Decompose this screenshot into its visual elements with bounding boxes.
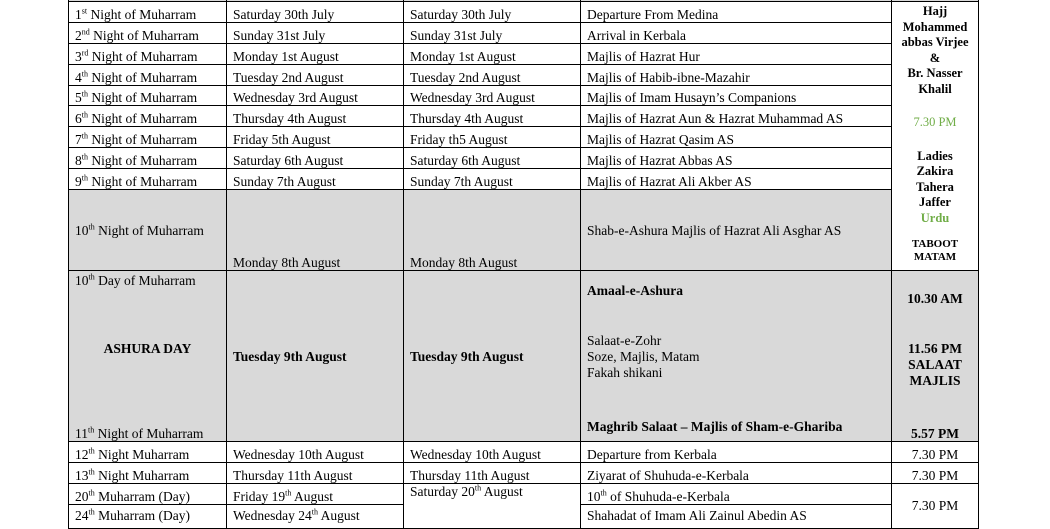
- schedule-table: [68, 0, 979, 529]
- event-cell: Ziyarat of Shuhuda-e-Kerbala: [581, 462, 892, 483]
- islamic-date-cell: 5th Night of Muharram: [69, 85, 227, 106]
- arrival-date-cell: Friday th5 August: [404, 127, 581, 148]
- table-row: [69, 483, 979, 504]
- event-cell: Majlis of Hazrat Aun & Hazrat Muhammad AS: [581, 106, 892, 127]
- table-row: [69, 43, 979, 64]
- table-row: [69, 64, 979, 85]
- islamic-date-cell: 9th Night of Muharram: [69, 169, 227, 190]
- event-cell: 10th of Shuhuda-e-Kerbala: [581, 483, 892, 504]
- islamic-date-cell: 8th Night of Muharram: [69, 148, 227, 169]
- arrival-date-cell: Tuesday 2nd August: [404, 64, 581, 85]
- ashura-time-cell: 10.30 AM 11.56 PM SALAAT MAJLIS 5.57 PM: [892, 271, 979, 442]
- islamic-date-cell: 1st Night of Muharram: [69, 2, 227, 23]
- islamic-date-cell: 10th Night of Muharram: [69, 190, 227, 271]
- arrival-date-cell: Thursday 11th August: [404, 462, 581, 483]
- table-row-tenth-night: [69, 190, 979, 271]
- table-row-ashura: [69, 271, 979, 442]
- arrival-date-cell: Wednesday 10th August: [227, 442, 404, 463]
- arrival-date-cell: Sunday 31st July: [404, 22, 581, 43]
- arrival-date-cell: Saturday 6th August: [404, 148, 581, 169]
- event-cell: Majlis of Habib-ibne-Mazahir: [581, 64, 892, 85]
- arrival-date-cell: Saturday 6th August: [227, 148, 404, 169]
- arrival-date-cell: Wednesday 24th August: [227, 504, 404, 528]
- arrival-date-cell: Tuesday 9th August: [404, 271, 581, 442]
- arrival-date-cell: Friday 5th August: [227, 127, 404, 148]
- arrival-date-cell: Thursday 4th August: [227, 106, 404, 127]
- islamic-date-cell: 7th Night of Muharram: [69, 127, 227, 148]
- islamic-date-cell: 13th Night Muharram: [69, 462, 227, 483]
- event-cell: Majlis of Hazrat Abbas AS: [581, 148, 892, 169]
- table-row: [69, 462, 979, 483]
- table-row: [69, 106, 979, 127]
- arrival-date-cell: Sunday 7th August: [227, 169, 404, 190]
- event-cell: Majlis of Imam Husayn’s Companions: [581, 85, 892, 106]
- table-row: [69, 85, 979, 106]
- arrival-date-cell: Wednesday 3rd August: [404, 85, 581, 106]
- arrival-date-cell: Monday 8th August: [404, 190, 581, 271]
- arrival-date-cell: Monday 8th August: [227, 190, 404, 271]
- ashura-day-title: ASHURA DAY: [103, 341, 192, 357]
- arrival-date-cell: Sunday 7th August: [404, 169, 581, 190]
- event-cell: Arrival in Kerbala: [581, 22, 892, 43]
- islamic-date-cell: 4th Night of Muharram: [69, 64, 227, 85]
- arrival-date-cell: Sunday 31st July: [227, 22, 404, 43]
- event-cell: Majlis of Hazrat Hur: [581, 43, 892, 64]
- table-row: [69, 442, 979, 463]
- arrival-date-cell: Saturday 20th August: [404, 483, 581, 528]
- table-row: [69, 148, 979, 169]
- arrival-date-cell: Wednesday 3rd August: [227, 85, 404, 106]
- arrival-date-cell: Thursday 4th August: [404, 106, 581, 127]
- arrival-date-cell: Monday 1st August: [227, 43, 404, 64]
- ashura-date-cell: 10th Day of Muharram ASHURA DAY 11th Night of Muharram: [69, 271, 227, 442]
- arrival-date-cell: Thursday 11th August: [227, 462, 404, 483]
- table-row: [69, 2, 979, 23]
- islamic-date-cell: 2nd Night of Muharram: [69, 22, 227, 43]
- side-time: 7.30 PM: [913, 115, 957, 129]
- arrival-date-cell: Saturday 30th July: [404, 2, 581, 23]
- islamic-date-cell: 3rd Night of Muharram: [69, 43, 227, 64]
- side-info-cell: Hajj Mohammed abbas Virjee & Br. Nasser Khalil 7.30 PM Ladies Zakira Tahera Jaffer Urdu TABOOT MATAM: [892, 2, 979, 271]
- event-cell: Majlis of Hazrat Ali Akber AS: [581, 169, 892, 190]
- arrival-date-cell: Wednesday 10th August: [404, 442, 581, 463]
- event-cell: Departure from Kerbala: [581, 442, 892, 463]
- arrival-date-cell: Tuesday 9th August: [227, 271, 404, 442]
- arrival-date-cell: Monday 1st August: [404, 43, 581, 64]
- table-row: [69, 22, 979, 43]
- event-cell: Shahadat of Imam Ali Zainul Abedin AS: [581, 504, 892, 528]
- islamic-date-cell: 24th Muharram (Day): [69, 504, 227, 528]
- islamic-date-cell: 20th Muharram (Day): [69, 483, 227, 504]
- ashura-event-cell: Amaal-e-Ashura Salaat-e-Zohr Soze, Majlis, Matam Fakah shikani Maghrib Salaat – Majlis of Sham-e-Ghariba: [581, 271, 892, 442]
- side-language: Urdu: [920, 210, 950, 225]
- arrival-date-cell: Saturday 30th July: [227, 2, 404, 23]
- islamic-date-cell: 12th Night Muharram: [69, 442, 227, 463]
- event-cell: Shab-e-Ashura Majlis of Hazrat Ali Asghar AS: [581, 190, 892, 271]
- table-row: [69, 127, 979, 148]
- islamic-date-cell: 6th Night of Muharram: [69, 106, 227, 127]
- arrival-date-cell: Friday 19th August: [227, 483, 404, 504]
- table-row: [69, 169, 979, 190]
- time-cell: 7.30 PM: [892, 483, 979, 528]
- event-cell: Departure From Medina: [581, 2, 892, 23]
- time-cell: 7.30 PM: [892, 462, 979, 483]
- event-cell: Majlis of Hazrat Qasim AS: [581, 127, 892, 148]
- arrival-date-cell: Tuesday 2nd August: [227, 64, 404, 85]
- time-cell: 7.30 PM: [892, 442, 979, 463]
